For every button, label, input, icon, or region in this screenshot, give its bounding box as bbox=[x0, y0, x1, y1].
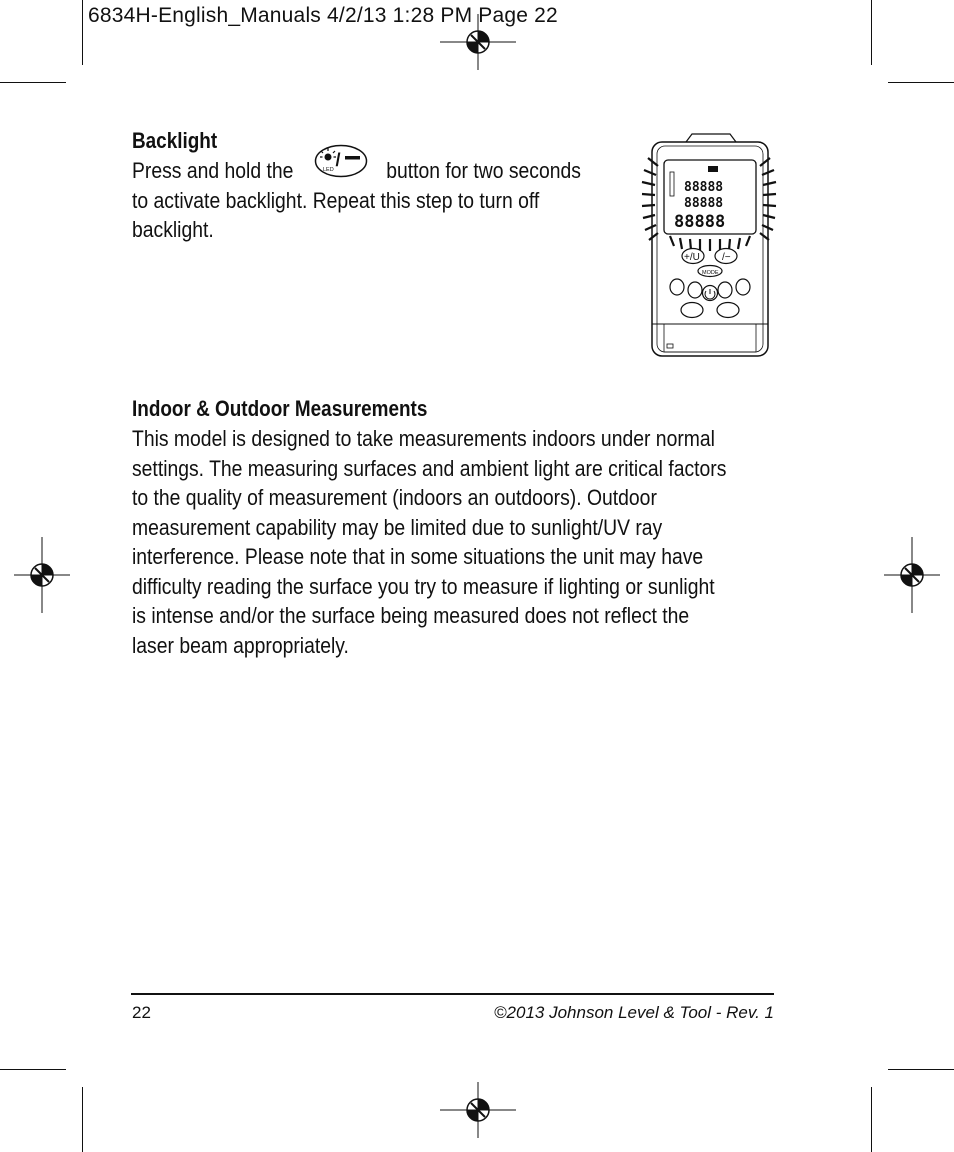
indoor-outdoor-paragraph bbox=[132, 424, 726, 660]
crop-mark bbox=[0, 82, 66, 83]
indoor-outdoor-line: difficulty reading the surface you try to measure if lighting or sunlight bbox=[132, 573, 715, 599]
key-plus-u-label: +/U bbox=[684, 252, 700, 263]
copyright-notice: ©2013 Johnson Level & Tool - Rev. 1 bbox=[494, 1003, 774, 1022]
registration-mark-icon bbox=[884, 537, 940, 613]
key-light-minus-label: /− bbox=[722, 252, 731, 263]
indoor-outdoor-line: This model is designed to take measurements indoors under normal bbox=[132, 426, 715, 451]
crop-mark bbox=[0, 1069, 66, 1070]
indoor-outdoor-line: laser beam appropriately. bbox=[132, 632, 349, 658]
key-mode-label: MODE bbox=[702, 270, 719, 276]
laser-distance-meter-illustration bbox=[640, 128, 778, 360]
display-digits-2: 88888 bbox=[684, 196, 724, 211]
backlight-heading: Backlight bbox=[132, 128, 218, 153]
crop-mark bbox=[82, 0, 83, 65]
crop-mark bbox=[888, 82, 954, 83]
registration-mark-icon bbox=[440, 1082, 516, 1138]
crop-mark bbox=[871, 1087, 872, 1152]
indoor-outdoor-line: to the quality of measurement (indoors an outdoors). Outdoor bbox=[132, 485, 657, 510]
indoor-outdoor-line: is intense and/or the surface being measured does not reflect the bbox=[132, 603, 690, 628]
registration-mark-icon bbox=[14, 537, 70, 613]
button-slash: / bbox=[335, 150, 341, 170]
slug-line: 6834H-English_Manuals 4/2/13 1:28 PM Page 22 bbox=[88, 4, 558, 27]
crop-mark bbox=[871, 0, 872, 65]
backlight-line-3: backlight. bbox=[132, 217, 214, 242]
button-led-label: LED bbox=[323, 167, 334, 173]
backlight-line-1-end: button for two seconds bbox=[386, 158, 581, 183]
indoor-outdoor-line: settings. The measuring surfaces and ambient light are critical factors bbox=[132, 455, 727, 481]
backlight-line-2: to activate backlight. Repeat this step to turn off bbox=[132, 187, 540, 213]
crop-mark bbox=[888, 1069, 954, 1070]
indoor-outdoor-heading: Indoor & Outdoor Measurements bbox=[132, 396, 428, 421]
crop-mark bbox=[82, 1087, 83, 1152]
display-digits-3: 88888 bbox=[674, 212, 726, 232]
indoor-outdoor-line: interference. Please note that in some situations the unit may have bbox=[132, 544, 704, 569]
indoor-outdoor-line: measurement capability may be limited due to sunlight/UV ray bbox=[132, 514, 663, 540]
registration-mark-icon bbox=[440, 14, 516, 70]
backlight-minus-button-icon bbox=[314, 144, 368, 178]
display-digits-1: 88888 bbox=[684, 180, 724, 195]
page-number: 22 bbox=[132, 1003, 151, 1022]
backlight-line-1-start: Press and hold the bbox=[132, 158, 294, 183]
footer-rule bbox=[131, 993, 774, 995]
